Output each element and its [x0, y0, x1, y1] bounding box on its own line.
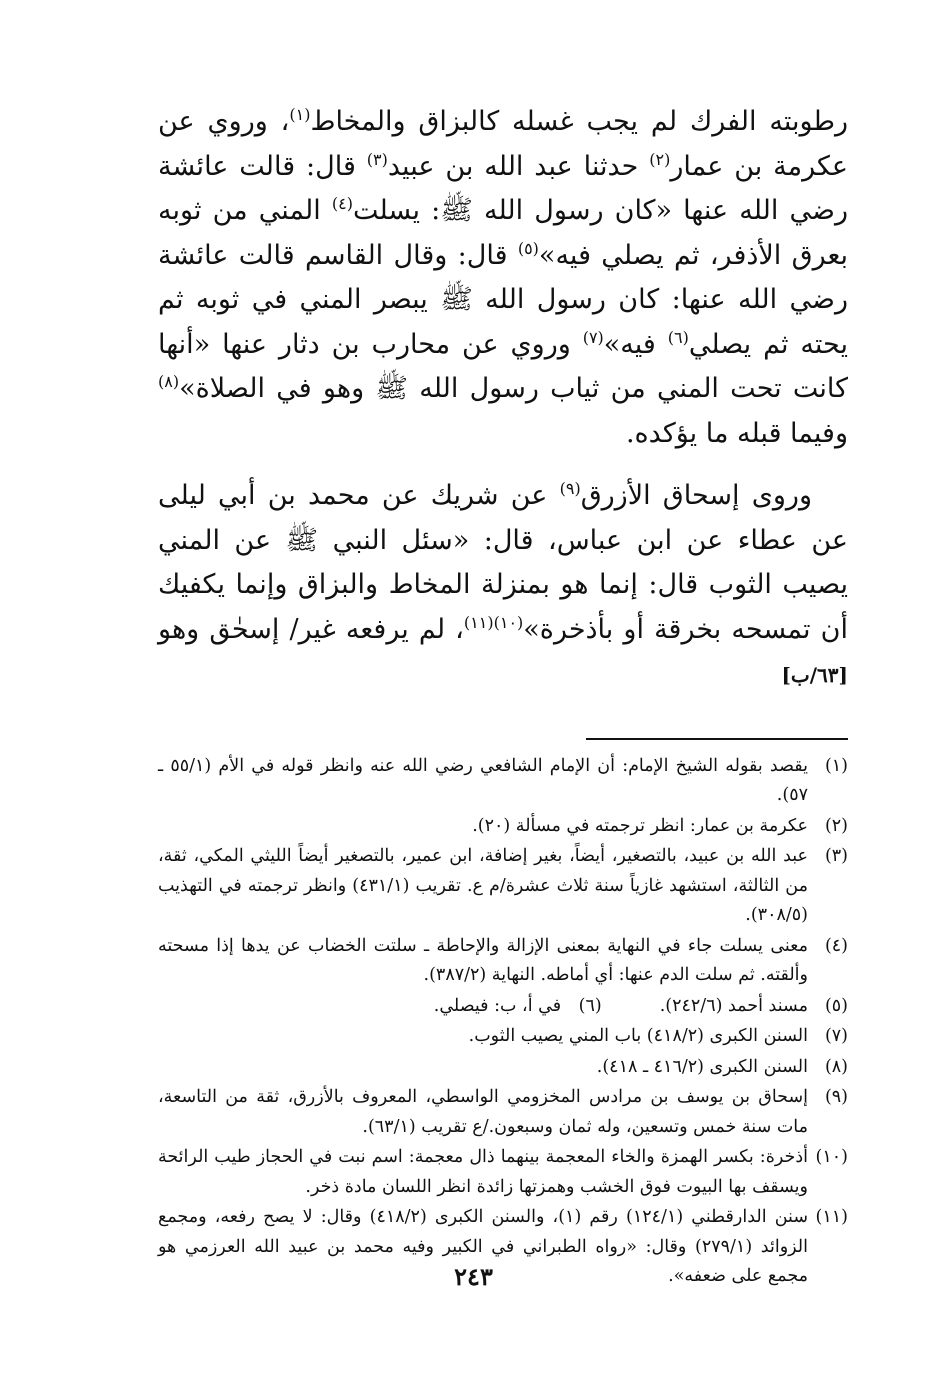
footnote-text: السنن الكبرى (٤١٨/٢) باب المني يصيب الثوب. — [468, 1026, 808, 1046]
footnote-text: سنن الدارقطني (١٢٤/١) رقم (١)، والسنن الكبرى (٤١٨/٢) وقال: لا يصح رفعه، ومجمع الزوائد (٢٧٩/١) وقال: «رواه الطبراني في الكبير وفيه محمد بن عبيد الله العرزمي هو مجمع على ضعفه». — [158, 1207, 808, 1286]
footnote-text: عبد الله بن عبيد، بالتصغير، أيضاً، بغير إضافة، ابن عمير، بالتصغير أيضاً الليثي المكي، ثقة، من الثالثة، استشهد غازياً سنة ثلاث عشرة/م ع. تقريب (٤٣١/١) وانظر ترجمته في التهذيب (٣٠٨/٥). — [158, 846, 808, 925]
text-run: ، وروي عن عكرمة بن عمار — [158, 106, 848, 182]
paragraph-2 — [158, 474, 848, 698]
manuscript-folio-marker: [٦٣/ب] — [781, 663, 848, 687]
footnote-text: أذخرة: بكسر الهمزة والخاء المعجمة بينهما ذال معجمة: اسم نبت في الحجاز طيب الرائحة ويسقف بها البيوت فوق الخشب وهمزتها زائدة انظر اللسان مادة ذخر. — [158, 1147, 808, 1197]
page-number: ٢٤٣ — [454, 1262, 493, 1291]
footnote-number: (٧) — [824, 1026, 848, 1046]
text-run: وروى إسحاق الأزرق — [580, 480, 812, 511]
footnote-number: (٤) — [824, 935, 848, 956]
footnote-number: (١٠) — [815, 1147, 848, 1167]
footnote-ref-9: (٩) — [559, 479, 581, 498]
footnote-2 — [158, 812, 848, 842]
footnote-text: مسند أحمد (٢٤٢/٦). — [659, 995, 808, 1016]
footnote-7 — [158, 1022, 848, 1052]
footnote-6 — [434, 992, 602, 1022]
footnote-ref-3: (٣) — [366, 149, 388, 169]
footnote-3 — [158, 842, 848, 931]
paragraph-1 — [158, 100, 848, 456]
footnote-number: (٩) — [824, 1087, 848, 1107]
text-run: قال: وقال القاسم قالت عائشة رضي الله عنها: كان رسول الله ﷺ يبصر المني في ثوبه ثم يحته ثم يصلي — [158, 239, 848, 360]
footnote-ref-10: (١٠) — [493, 612, 524, 632]
footnote-text: في أ، ب: فيصلي. — [433, 995, 562, 1016]
footnote-ref-1: (١) — [289, 105, 311, 124]
footnote-number: (٦) — [578, 995, 602, 1016]
footnote-4 — [158, 932, 848, 991]
footnote-ref-5: (٥) — [517, 238, 539, 258]
footnote-8 — [158, 1053, 848, 1083]
footnote-number: (١١) — [815, 1207, 848, 1227]
footnote-text: يقصد بقوله الشيخ الإمام: أن الإمام الشافعي رضي الله عنه وانظر قوله في الأم (٥٥/١ ـ ٥٧). — [158, 755, 808, 805]
footnotes-list — [158, 752, 848, 1292]
footnote-10 — [158, 1143, 848, 1202]
footnote-number: (١) — [824, 755, 848, 776]
footnote-number: (٢) — [824, 815, 848, 836]
footnote-separator — [586, 738, 848, 740]
main-text — [158, 100, 848, 698]
footnote-1 — [158, 752, 848, 811]
page-content — [158, 100, 848, 1293]
text-run: حدثنا عبد الله بن عبيد — [387, 150, 650, 182]
text-run: وفيما قبله ما يؤكده. — [625, 417, 848, 449]
footnote-ref-2: (٢) — [649, 149, 671, 169]
footnote-text: معنى يسلت جاء في النهاية بمعنى الإزالة والإحاطة ـ سلتت الخضاب عن يدها إذا مسحته وألقته. ثم سلت الدم عنها: أي أماطه. النهاية (٣٨٧/٢). — [158, 935, 808, 985]
footnote-ref-6: (٦) — [667, 327, 689, 347]
footnote-text: عكرمة بن عمار: انظر ترجمته في مسألة (٢٠). — [472, 815, 808, 836]
footnote-ref-11: (١١) — [463, 612, 494, 632]
text-run: قال: قالت عائشة رضي الله عنها «كان رسول الله ﷺ: يسلت — [158, 150, 848, 226]
footnote-text-pair — [158, 992, 808, 1022]
footnote-9 — [158, 1083, 848, 1142]
footnote-5-6 — [158, 992, 848, 1022]
text-run: المني من ثوبه بعرق الأذفر، ثم يصلي فيه» — [158, 195, 849, 271]
footnote-ref-7: (٧) — [582, 327, 604, 347]
footnote-ref-4: (٤) — [331, 194, 353, 213]
footnote-ref-8: (٨) — [158, 372, 180, 391]
footnote-number: (٣) — [824, 846, 848, 866]
text-run: رطوبته الفرك لم يجب غسله كالبزاق والمخاط — [310, 106, 848, 137]
footnote-number: (٨) — [824, 1056, 848, 1077]
text-run: وروي عن محارب بن دثار عنها «أنها كانت تحت المني من ثياب رسول الله ﷺ وهو في الصلاة» — [158, 328, 848, 404]
footnote-number: (٥) — [824, 995, 848, 1016]
footnote-text: السنن الكبرى (٤١٦/٢ ـ ٤١٨). — [596, 1056, 808, 1077]
text-run: عن شريك عن محمد بن أبي ليلى عن عطاء عن ابن عباس، قال: «سئل النبي ﷺ عن المني يصيب الثوب قال: إنما هو بمنزلة المخاط والبزاق وإنما يكفيك أن تمسحه بخرقة أو بأذخرة» — [158, 480, 848, 645]
footnote-text: إسحاق بن يوسف بن مرادس المخزومي الواسطي، المعروف بالأزرق، ثقة من التاسعة، مات سنة خمس وتسعين، وله ثمان وسبعون./ع تقريب (٦٣/١). — [158, 1087, 808, 1137]
text-run: فيه» — [603, 328, 668, 360]
text-run: ، لم يرفعه غير/ إسحٰق وهو — [158, 613, 464, 645]
